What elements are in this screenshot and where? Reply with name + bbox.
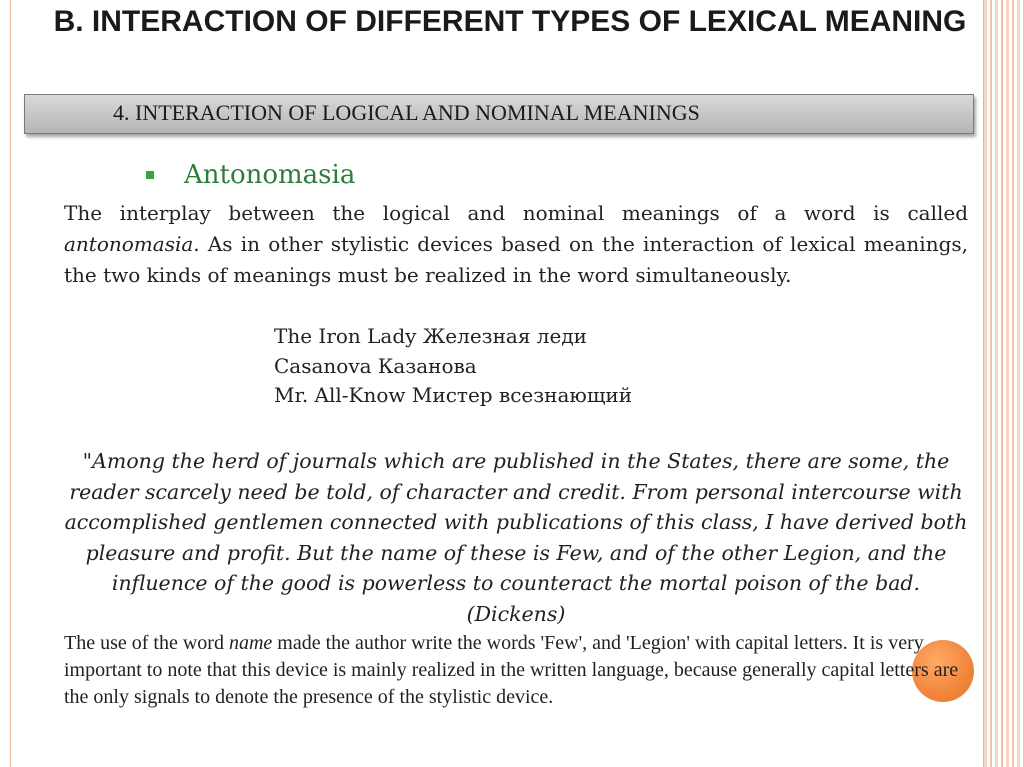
left-border xyxy=(0,0,11,767)
example-item: The Iron Lady Железная леди xyxy=(274,324,587,348)
square-bullet-icon xyxy=(146,171,154,179)
definition-part-1: The interplay between the logical and nominal meanings of a word is called xyxy=(64,201,968,225)
bullet-heading xyxy=(146,160,355,190)
definition-part-2: . As in other stylistic devices based on the interaction of lexical meanings, the two kinds of meanings must be realized in the word simultaneously. xyxy=(64,232,968,287)
subtitle-text: 4. INTERACTION OF LOGICAL AND NOMINAL MEANINGS xyxy=(113,100,700,125)
subtitle-bar xyxy=(24,94,974,134)
final-part-2: made the author write the words 'Few', and 'Legion' with capital letters. It is very important to note that this device is mainly realized in the written language, because generally capital letters are the only signals to denote the presence of the stylistic device. xyxy=(64,632,959,708)
examples-list xyxy=(274,322,632,411)
definition-paragraph xyxy=(64,198,968,291)
definition-term: antonomasia xyxy=(64,232,194,256)
example-item: Casanova Казанова xyxy=(274,353,477,378)
final-paragraph xyxy=(64,630,974,711)
final-part-1: The use of the word xyxy=(64,632,229,654)
bullet-heading-text: Antonomasia xyxy=(184,160,356,190)
final-italic-word: name xyxy=(228,632,273,654)
example-item: Mr. All-Know Мистер всезнающий xyxy=(274,383,633,407)
right-decorative-border xyxy=(984,0,1024,767)
dickens-quote: "Among the herd of journals which are published in the States, there are some, the reader scarcely need be told, of character and credit. From personal intercourse with accomplished gentlemen connected with publications of this class, I have derived both pleasure and profit. But the name of these is Few, and of the other Legion, and the influence of the good is powerless to counteract the mortal poison of the bad. (Dickens) xyxy=(64,449,968,626)
slide-title: B. INTERACTION OF DIFFERENT TYPES OF LEXICAL MEANING xyxy=(53,5,967,38)
